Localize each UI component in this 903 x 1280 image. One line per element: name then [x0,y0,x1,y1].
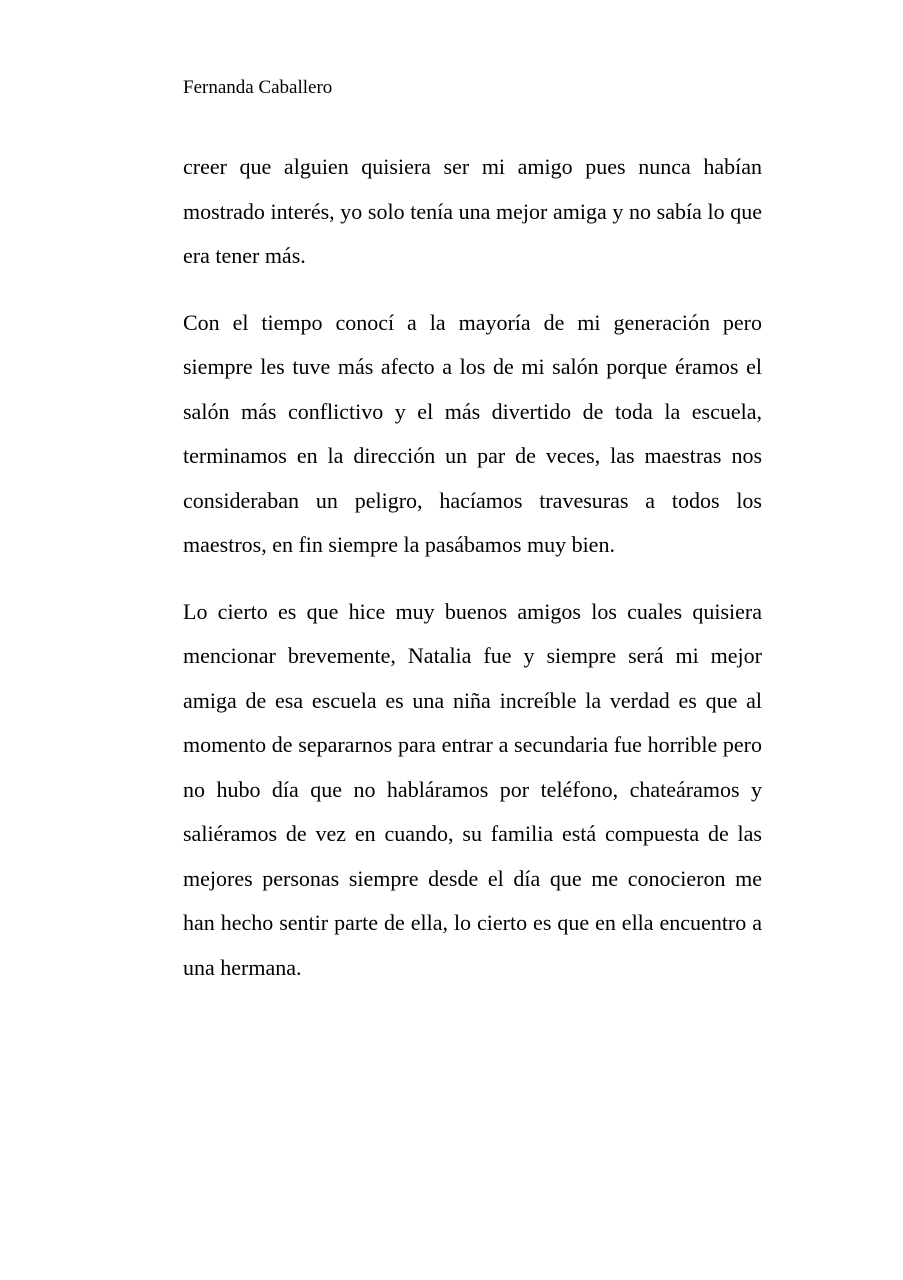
paragraph-2: Con el tiempo conocí a la mayoría de mi generación pero siempre les tuve más afecto a los de mi salón porque éramos el salón más conflictivo y el más divertido de toda la escuela, terminamos en la dirección un par de veces, las maestras nos consideraban un peligro, hacíamos travesuras a todos los maestros, en fin siempre la pasábamos muy bien. [183,309,762,557]
document-body [183,145,762,1012]
page-header-author: Fernanda Caballero [183,77,333,98]
paragraph-1: creer que alguien quisiera ser mi amigo pues nunca habían mostrado interés, yo solo tenía una mejor amiga y no sabía lo que era tener más. [183,154,762,268]
paragraph-3: Lo cierto es que hice muy buenos amigos los cuales quisiera mencionar brevemente, Natalia fue y siempre será mi mejor amiga de esa escuela es una niña increíble la verdad es que al momento de separarnos para entrar a secundaria fue horrible pero no hubo día que no habláramos por teléfono, chateáramos y saliéramos de vez en cuando, su familia está compuesta de las mejores personas siempre desde el día que me conocieron me han hecho sentir parte de ella, lo cierto es que en ella encuentro a una hermana. [183,598,762,980]
